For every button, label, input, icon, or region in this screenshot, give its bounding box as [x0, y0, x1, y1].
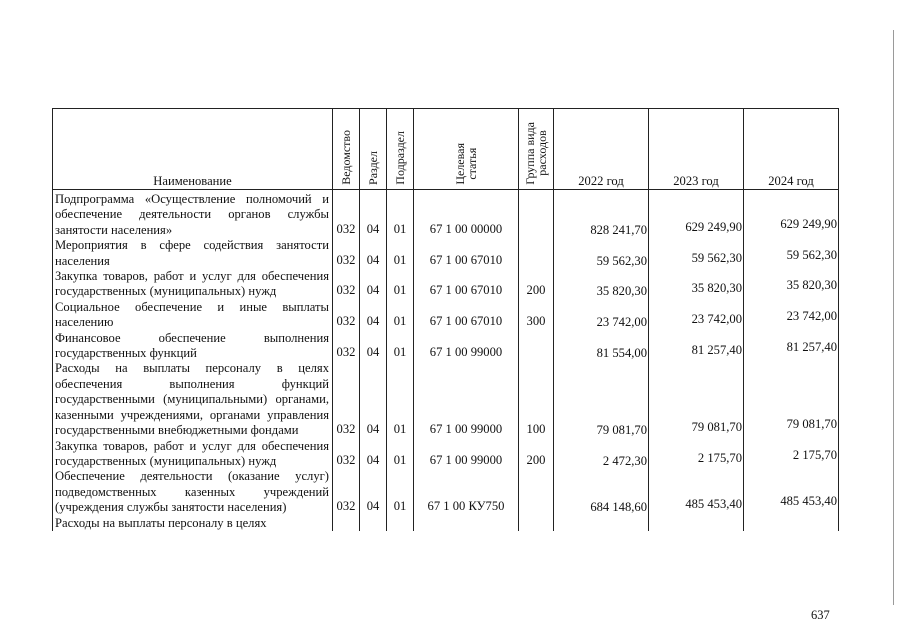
cell-expense-group: 200 — [519, 439, 554, 470]
cell-name: Социальное обеспечение и иные выплаты населению — [53, 300, 333, 331]
header-section: Раздел — [360, 109, 387, 190]
cell-2024: 81 257,40 — [744, 331, 839, 362]
cell-name: Финансовое обеспечение выполнения государственных функций — [53, 331, 333, 362]
cell-2023: 23 742,00 — [649, 300, 744, 331]
cell-dept: 032 — [333, 439, 360, 470]
table-row — [53, 331, 839, 362]
cell-name: Обеспечение деятельности (оказание услуг) подведомственных казенных учреждений (учреждения службы занятости населения) — [53, 469, 333, 515]
cell-section: 04 — [360, 190, 387, 239]
header-2024: 2024 год — [744, 109, 839, 190]
cell-name: Расходы на выплаты персоналу в целях — [53, 516, 333, 531]
cell-subsection: 01 — [387, 331, 414, 362]
cell-2022 — [554, 516, 649, 531]
cell-subsection: 01 — [387, 300, 414, 331]
cell-2023: 79 081,70 — [649, 361, 744, 438]
cell-2024: 79 081,70 — [744, 361, 839, 438]
cell-2022: 59 562,30 — [554, 238, 649, 269]
table-row — [53, 269, 839, 300]
header-dept: Ведомство — [333, 109, 360, 190]
cell-2023 — [649, 516, 744, 531]
cell-dept: 032 — [333, 469, 360, 515]
cell-dept: 032 — [333, 269, 360, 300]
cell-2024: 629 249,90 — [744, 190, 839, 239]
cell-2023: 35 820,30 — [649, 269, 744, 300]
page-edge — [893, 30, 894, 605]
cell-2022: 828 241,70 — [554, 190, 649, 239]
page-number: 637 — [811, 608, 830, 622]
cell-2022: 684 148,60 — [554, 469, 649, 515]
cell-subsection: 01 — [387, 439, 414, 470]
cell-subsection: 01 — [387, 238, 414, 269]
cell-expense-group — [519, 516, 554, 531]
table-row — [53, 469, 839, 515]
cell-section: 04 — [360, 238, 387, 269]
table-row — [53, 361, 839, 438]
header-name: Наименование — [53, 109, 333, 190]
cell-name: Подпрограмма «Осуществление полномочий и обеспечение деятельности органов службы занятости населения» — [53, 190, 333, 239]
table-row — [53, 439, 839, 470]
cell-expense-group — [519, 331, 554, 362]
cell-target: 67 1 00 КУ750 — [414, 469, 519, 515]
cell-2024 — [744, 516, 839, 531]
cell-2023: 485 453,40 — [649, 469, 744, 515]
cell-2022: 79 081,70 — [554, 361, 649, 438]
cell-target: 67 1 00 67010 — [414, 269, 519, 300]
cell-2023: 59 562,30 — [649, 238, 744, 269]
cell-2024: 59 562,30 — [744, 238, 839, 269]
table-row — [53, 516, 839, 531]
header-expense-group: Группа вида расходов — [519, 109, 554, 190]
cell-subsection: 01 — [387, 361, 414, 438]
cell-2024: 2 175,70 — [744, 439, 839, 470]
table-row — [53, 190, 839, 239]
cell-target — [414, 516, 519, 531]
header-target: Целевая статья — [414, 109, 519, 190]
cell-dept: 032 — [333, 300, 360, 331]
cell-2024: 35 820,30 — [744, 269, 839, 300]
cell-expense-group: 100 — [519, 361, 554, 438]
table-row — [53, 238, 839, 269]
cell-2023: 629 249,90 — [649, 190, 744, 239]
cell-2022: 2 472,30 — [554, 439, 649, 470]
cell-subsection — [387, 516, 414, 531]
cell-target: 67 1 00 67010 — [414, 238, 519, 269]
cell-expense-group: 300 — [519, 300, 554, 331]
cell-2022: 81 554,00 — [554, 331, 649, 362]
budget-table — [52, 108, 839, 531]
cell-target: 67 1 00 00000 — [414, 190, 519, 239]
cell-2023: 2 175,70 — [649, 439, 744, 470]
cell-name: Мероприятия в сфере содействия занятости населения — [53, 238, 333, 269]
cell-name: Закупка товаров, работ и услуг для обеспечения государственных (муниципальных) нужд — [53, 269, 333, 300]
cell-section: 04 — [360, 269, 387, 300]
cell-target: 67 1 00 67010 — [414, 300, 519, 331]
cell-2024: 485 453,40 — [744, 469, 839, 515]
cell-target: 67 1 00 99000 — [414, 439, 519, 470]
cell-section: 04 — [360, 469, 387, 515]
cell-target: 67 1 00 99000 — [414, 331, 519, 362]
cell-2024: 23 742,00 — [744, 300, 839, 331]
table-row — [53, 300, 839, 331]
cell-2022: 23 742,00 — [554, 300, 649, 331]
cell-dept: 032 — [333, 361, 360, 438]
cell-expense-group — [519, 469, 554, 515]
header-subsection: Подраздел — [387, 109, 414, 190]
cell-2022: 35 820,30 — [554, 269, 649, 300]
cell-target: 67 1 00 99000 — [414, 361, 519, 438]
cell-2023: 81 257,40 — [649, 331, 744, 362]
cell-name: Закупка товаров, работ и услуг для обеспечения государственных (муниципальных) нужд — [53, 439, 333, 470]
cell-name: Расходы на выплаты персоналу в целях обеспечения выполнения функций государственными (муниципальными) органами, казенными учреждениями, органами управления государственными внебюджетными фондами — [53, 361, 333, 438]
cell-dept: 032 — [333, 190, 360, 239]
header-2023: 2023 год — [649, 109, 744, 190]
cell-subsection: 01 — [387, 469, 414, 515]
cell-section — [360, 516, 387, 531]
cell-section: 04 — [360, 300, 387, 331]
cell-dept — [333, 516, 360, 531]
cell-expense-group — [519, 190, 554, 239]
cell-subsection: 01 — [387, 190, 414, 239]
cell-subsection: 01 — [387, 269, 414, 300]
cell-expense-group: 200 — [519, 269, 554, 300]
cell-expense-group — [519, 238, 554, 269]
cell-dept: 032 — [333, 238, 360, 269]
cell-dept: 032 — [333, 331, 360, 362]
cell-section: 04 — [360, 439, 387, 470]
cell-section: 04 — [360, 331, 387, 362]
header-2022: 2022 год — [554, 109, 649, 190]
header-row — [53, 109, 839, 190]
cell-section: 04 — [360, 361, 387, 438]
